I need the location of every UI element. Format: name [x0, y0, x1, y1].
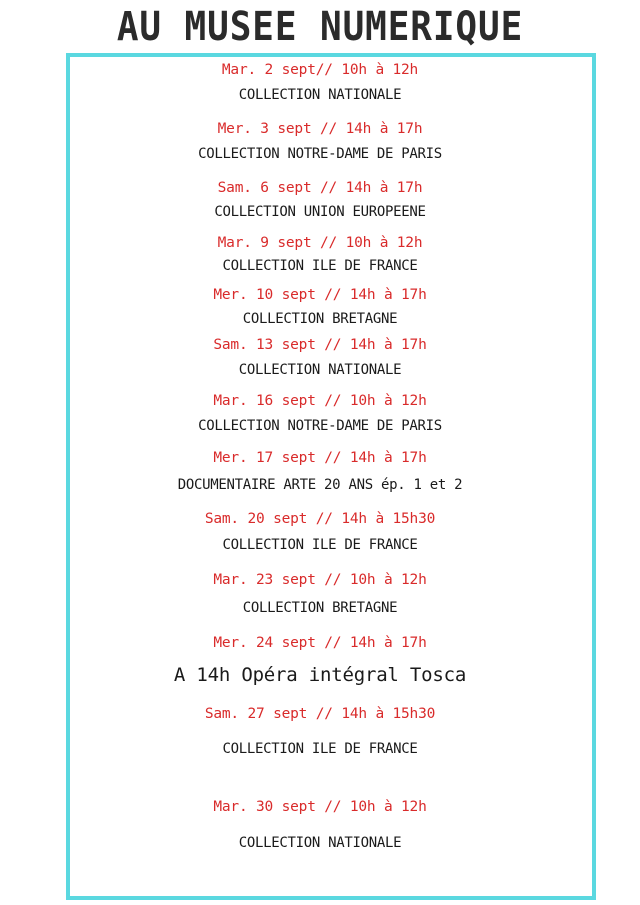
schedule-date: Mer. 24 sept // 14h à 17h: [213, 635, 427, 651]
schedule-event: COLLECTION ILE DE FRANCE: [222, 537, 418, 553]
schedule-event-highlight: A 14h Opéra intégral Tosca: [173, 664, 467, 686]
page-title: AU MUSEE NUMERIQUE: [116, 4, 524, 50]
schedule-date: Sam. 27 sept // 14h à 15h30: [204, 706, 436, 722]
schedule-date: Mer. 17 sept // 14h à 17h: [213, 450, 427, 466]
schedule-event: COLLECTION NATIONALE: [238, 87, 402, 103]
schedule-event: COLLECTION ILE DE FRANCE: [222, 258, 418, 274]
schedule-event: COLLECTION NOTRE-DAME DE PARIS: [198, 418, 442, 434]
schedule-date: Mar. 23 sept // 10h à 12h: [213, 572, 427, 588]
schedule-event: COLLECTION BRETAGNE: [242, 600, 398, 616]
schedule-date: Mer. 3 sept // 14h à 17h: [217, 121, 423, 137]
schedule-date: Sam. 13 sept // 14h à 17h: [213, 337, 427, 353]
schedule-date: Mar. 30 sept // 10h à 12h: [213, 799, 427, 815]
schedule-event: DOCUMENTAIRE ARTE 20 ANS ép. 1 et 2: [177, 477, 463, 493]
schedule-event: COLLECTION NATIONALE: [238, 362, 402, 378]
schedule-date: Mar. 16 sept // 10h à 12h: [213, 393, 427, 409]
schedule-event: COLLECTION NOTRE-DAME DE PARIS: [198, 146, 442, 162]
schedule-date: Mar. 9 sept // 10h à 12h: [217, 235, 423, 251]
schedule-event: COLLECTION BRETAGNE: [242, 311, 398, 327]
schedule-event: COLLECTION UNION EUROPEENE: [214, 204, 426, 220]
schedule-date: Mar. 2 sept// 10h à 12h: [221, 62, 419, 78]
schedule-date: Mer. 10 sept // 14h à 17h: [213, 287, 427, 303]
schedule-event: COLLECTION NATIONALE: [238, 835, 402, 851]
schedule-date: Sam. 6 sept // 14h à 17h: [217, 180, 423, 196]
schedule-event: COLLECTION ILE DE FRANCE: [222, 741, 418, 757]
schedule-date: Sam. 20 sept // 14h à 15h30: [204, 511, 436, 527]
